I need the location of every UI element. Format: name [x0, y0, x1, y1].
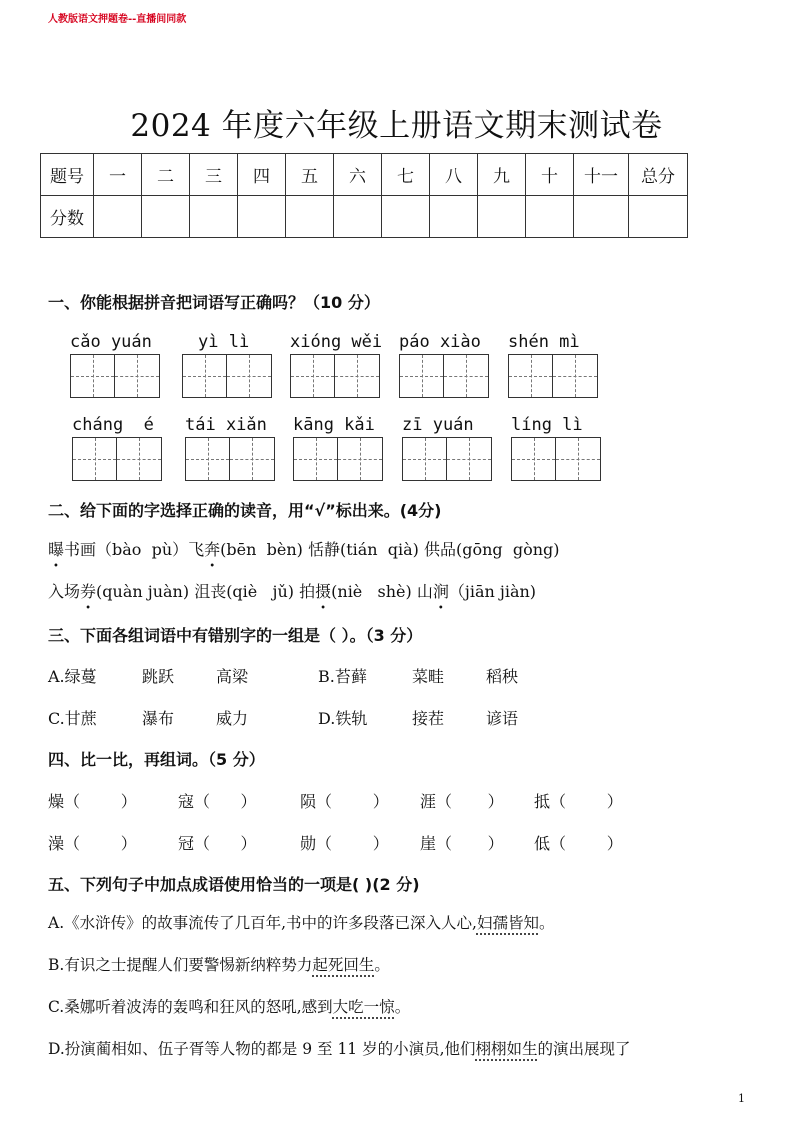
writing-box[interactable] — [293, 437, 338, 481]
writing-box[interactable] — [338, 437, 383, 481]
score-cell[interactable] — [142, 196, 190, 238]
score-cell[interactable] — [629, 196, 688, 238]
table-cell: 十 — [526, 154, 574, 196]
word-blank[interactable]: 崖（ ） — [420, 834, 504, 853]
option-word: D.铁轨 — [318, 709, 368, 728]
table-cell: 一 — [94, 154, 142, 196]
dotted-char: 奔 — [204, 540, 221, 559]
pinyin-text: tái xiǎn — [185, 415, 267, 435]
writing-box[interactable] — [230, 437, 275, 481]
score-cell[interactable] — [238, 196, 286, 238]
pinyin-item — [72, 415, 162, 481]
q5-text: D.扮演蔺相如、伍子胥等人物的都是 9 至 11 岁的小演员,他们 — [48, 1040, 476, 1058]
writing-box[interactable] — [182, 354, 227, 398]
q4-row-1 — [48, 789, 748, 811]
q4-row-2 — [48, 831, 748, 853]
q5-text: 的演出展现了 — [537, 1040, 631, 1058]
pinyin-item — [399, 332, 489, 398]
pinyin-row-1 — [0, 332, 793, 412]
q3-options-row-1 — [48, 664, 748, 686]
option-word: C.甘蔗 — [48, 709, 97, 728]
table-cell: 九 — [478, 154, 526, 196]
dotted-idiom: 栩栩如生 — [475, 1040, 538, 1058]
q3-heading: 三、下面各组词语中有错别字的一组是（ ）。（3 分） — [48, 626, 423, 645]
table-cell: 二 — [142, 154, 190, 196]
option-word: 谚语 — [486, 709, 519, 728]
q5-option-d — [48, 1037, 631, 1059]
pinyin-item — [185, 415, 275, 481]
writing-box[interactable] — [227, 354, 272, 398]
writing-box[interactable] — [70, 354, 115, 398]
table-cell: 题号 — [41, 154, 94, 196]
word-blank[interactable]: 燥（ ） — [48, 792, 137, 811]
table-cell: 十一 — [574, 154, 629, 196]
q5-text: C.桑娜听着波涛的轰鸣和狂风的怒吼,感到 — [48, 998, 333, 1016]
writing-box[interactable] — [511, 437, 556, 481]
score-table — [40, 153, 688, 238]
q5-text: A.《水浒传》的故事流传了几百年,书中的许多段落已深入人心, — [48, 914, 477, 932]
table-cell: 八 — [430, 154, 478, 196]
dotted-idiom: 妇孺皆知 — [476, 914, 539, 932]
pinyin-item — [508, 332, 598, 398]
q2-line-1 — [48, 537, 560, 560]
q2-text: 品(gōng gòng) — [439, 540, 560, 559]
writing-box[interactable] — [553, 354, 598, 398]
q5-text: 。 — [394, 998, 411, 1016]
word-blank[interactable]: 低（ ） — [534, 834, 623, 853]
writing-box[interactable] — [185, 437, 230, 481]
q2-text: (bēn bèn) 恬静(tián qià) 供 — [220, 540, 440, 559]
pinyin-row-2 — [0, 415, 793, 495]
q1-heading: 一、你能根据拼音把词语写正确吗？（10 分） — [48, 293, 380, 312]
score-cell[interactable] — [478, 196, 526, 238]
header-note: 人教版语文押题卷--直播间同款 — [48, 14, 187, 25]
pinyin-text: xióng wěi — [290, 332, 383, 352]
page-title: 2024 年度六年级上册语文期末测试卷 — [130, 108, 663, 144]
pinyin-text: kāng kǎi — [293, 415, 375, 435]
option-word: 菜畦 — [412, 667, 445, 686]
dotted-char: 券 — [80, 582, 97, 601]
dotted-char: 曝 — [48, 540, 65, 559]
option-word: 高梁 — [216, 667, 249, 686]
dotted-char: 摄 — [315, 582, 332, 601]
score-cell[interactable] — [574, 196, 629, 238]
pinyin-text: zī yuán — [402, 415, 474, 435]
word-blank[interactable]: 涯（ ） — [420, 792, 504, 811]
pinyin-text: líng lì — [511, 415, 583, 435]
dotted-idiom: 大吃一惊 — [332, 998, 395, 1016]
option-word: B.苔藓 — [318, 667, 367, 686]
writing-box[interactable] — [335, 354, 380, 398]
writing-box[interactable] — [115, 354, 160, 398]
writing-box[interactable] — [117, 437, 162, 481]
dotted-char: 涧 — [432, 582, 449, 601]
page-number: 1 — [738, 1092, 745, 1105]
q3-options-row-2 — [48, 706, 748, 728]
writing-box[interactable] — [556, 437, 601, 481]
pinyin-item — [511, 415, 601, 481]
pinyin-text: páo xiào — [399, 332, 481, 352]
pinyin-item — [402, 415, 492, 481]
score-cell[interactable] — [526, 196, 574, 238]
q2-line-2 — [48, 579, 536, 602]
option-word: A.绿蔓 — [48, 667, 97, 686]
pinyin-text: cǎo yuán — [70, 332, 152, 352]
q5-text: 。 — [539, 914, 555, 932]
q2-text: (niè shè) 山 — [331, 582, 433, 601]
table-cell: 七 — [382, 154, 430, 196]
pinyin-item — [290, 332, 382, 398]
score-cell[interactable] — [334, 196, 382, 238]
writing-box[interactable] — [72, 437, 117, 481]
writing-box[interactable] — [447, 437, 492, 481]
q5-text: 。 — [374, 956, 390, 974]
q2-text: 入场 — [48, 582, 81, 601]
option-word: 瀑布 — [142, 709, 175, 728]
score-cell[interactable] — [94, 196, 142, 238]
option-word: 稻秧 — [486, 667, 519, 686]
q5-option-b — [48, 953, 390, 975]
q2-text: (quàn juàn) 沮丧(qiè jǔ) 拍 — [96, 582, 316, 601]
word-blank[interactable]: 澡（ ） — [48, 834, 137, 853]
table-cell: 四 — [238, 154, 286, 196]
word-blank[interactable]: 抵（ ） — [534, 792, 623, 811]
writing-box[interactable] — [399, 354, 444, 398]
pinyin-item — [182, 332, 272, 398]
table-cell: 分数 — [41, 196, 94, 238]
table-cell: 五 — [286, 154, 334, 196]
score-cell[interactable] — [382, 196, 430, 238]
word-blank[interactable]: 勋（ ） — [300, 834, 389, 853]
q5-text: B.有识之士提醒人们要警惕新纳粹势力 — [48, 956, 313, 974]
word-blank[interactable]: 寇（ ） — [178, 792, 257, 811]
q5-option-a — [48, 911, 555, 933]
q5-heading: 五、下列句子中加点成语使用恰当的一项是( )(2 分) — [48, 875, 420, 894]
score-cell[interactable] — [286, 196, 334, 238]
pinyin-item — [70, 332, 160, 398]
writing-box[interactable] — [290, 354, 335, 398]
word-blank[interactable]: 冠（ ） — [178, 834, 257, 853]
table-cell: 六 — [334, 154, 382, 196]
score-table-header-row — [41, 154, 688, 196]
score-cell[interactable] — [190, 196, 238, 238]
q2-heading: 二、给下面的字选择正确的读音，用“√”标出来。(4分) — [48, 501, 442, 520]
option-word: 威力 — [216, 709, 249, 728]
pinyin-text: yì lì — [198, 332, 250, 352]
pinyin-item — [293, 415, 383, 481]
dotted-idiom: 起死回生 — [312, 956, 375, 974]
table-cell: 三 — [190, 154, 238, 196]
pinyin-text: cháng é — [72, 415, 154, 435]
q2-text: （jiān jiàn) — [448, 582, 537, 601]
table-cell: 总分 — [629, 154, 688, 196]
writing-box[interactable] — [402, 437, 447, 481]
q4-heading: 四、比一比，再组词。（5 分） — [48, 750, 265, 769]
option-word: 接茬 — [412, 709, 445, 728]
pinyin-text: shén mì — [508, 332, 580, 352]
score-cell[interactable] — [430, 196, 478, 238]
score-table-score-row — [41, 196, 688, 238]
q5-option-c — [48, 995, 410, 1017]
option-word: 跳跃 — [142, 667, 175, 686]
writing-box[interactable] — [508, 354, 553, 398]
q2-text: 书画（bào pù）飞 — [64, 540, 205, 559]
word-blank[interactable]: 陨（ ） — [300, 792, 389, 811]
writing-box[interactable] — [444, 354, 489, 398]
